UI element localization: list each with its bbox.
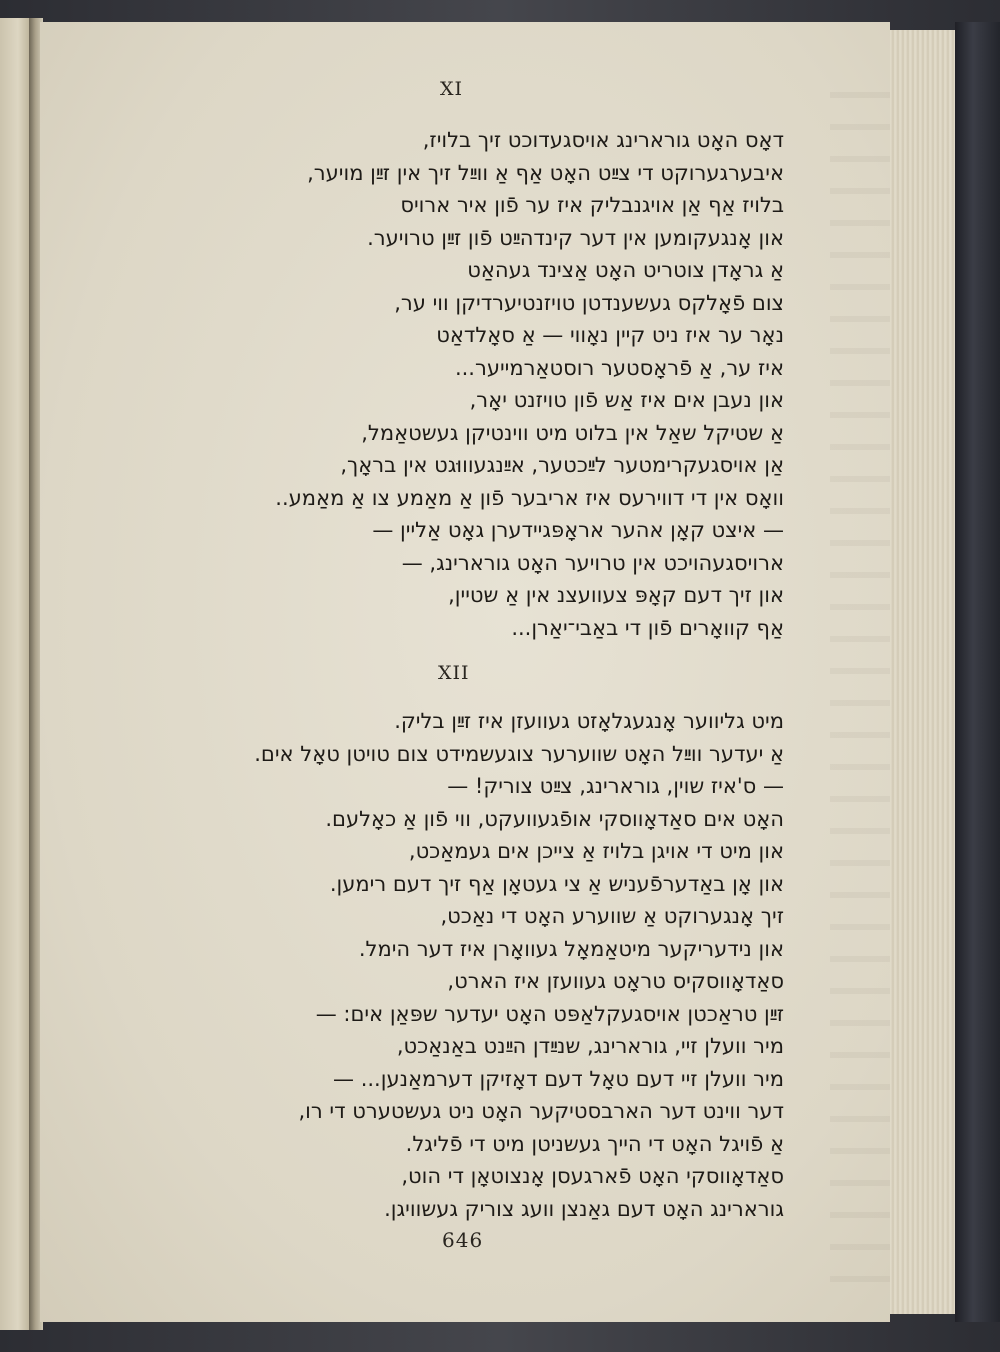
verse-line: — איצט קאָן אהער אראָפּגיידערן גאָט אַליין — bbox=[372, 518, 784, 542]
verse-line: מיר וועלן זיי, גורארינג, שנײַדן הײַנט באַנאַכט, bbox=[396, 1034, 784, 1058]
verse-line: אַ גראָדן צוטריט האָט אַצינד געהאַט bbox=[467, 258, 784, 282]
poem-section-xii bbox=[84, 705, 784, 1225]
verse-line: איז ער, אַ פֿראָסטער רוסטאַרמייער... bbox=[454, 355, 784, 380]
verse-line: האָט אים סאַדאָווסקי אופֿגעוועקט, ווי פֿון אַ כאָלעם. bbox=[325, 806, 784, 831]
section-heading-xi: XI bbox=[440, 78, 464, 100]
verse-line: — ס'איז שוין, גורארינג, צײַט צוריק! — bbox=[447, 774, 784, 798]
verse-line: מיט גליווער אָנגעגלאָזט געוועזן איז זײַן בליק. bbox=[394, 709, 784, 733]
page-block-edges bbox=[884, 30, 957, 1314]
verse-line: אַ שטיקל שאַל אין בלוט מיט ווינטיקן געשטאַמל, bbox=[361, 420, 784, 445]
verse-line: זיך אָנגערוקט אַ שווערע האָט די נאַכט, bbox=[440, 904, 784, 928]
verse-line: און אָן באַדערפֿעניש אַ צי געטאָן אַף זיך דעם רימען. bbox=[329, 871, 784, 896]
verse-line: אַ פֿויגל האָט די הייך געשניטן מיט די פֿליגל. bbox=[405, 1131, 784, 1156]
verse-line: ארויסגעהויכט אין טרויער האָט גורארינג, — bbox=[401, 550, 784, 575]
verse-line: און נידעריקער מיטאַמאָל געוואָרן איז דער הימל. bbox=[358, 936, 784, 961]
verse-line: אַ יעדער ווײַל האָט שווערער צוגעשמידט צום טויטן טאָל אים. bbox=[254, 741, 784, 766]
verse-line: איבערגערוקט די צײַט האָט אַף אַ ווײַל זיך אין זײַן מויער, bbox=[307, 160, 784, 185]
left-page-edge bbox=[0, 18, 31, 1330]
verse-line: אַן אויסגעקרימטער לײַכטער, אײַנגעוווּגט אין בראָך, bbox=[340, 453, 784, 477]
verse-line: בלויז אַף אַן אויגנבליק איז ער פֿון איר ארויס bbox=[400, 193, 784, 217]
verse-line: זײַן טראַכטן אויסגעקלאַפּט האָט יעדער שפּאַן אים: — bbox=[315, 1001, 784, 1026]
verse-line: סאַדאָווסקי האָט פֿארגעסן אָנצוטאָן די הוט, bbox=[401, 1164, 784, 1188]
bleed-through bbox=[830, 82, 890, 1282]
verse-line: סאַדאָווסקיס טראָט געוועזן איז הארט, bbox=[447, 969, 784, 993]
verse-line: דאָס האָט גורארינג אויסגעדוכט זיך בלויז, bbox=[422, 128, 784, 152]
verse-line: נאָר ער איז ניט קיין נאָווי — אַ סאָלדאַט bbox=[436, 323, 784, 347]
verse-line: און מיט די אויגן בלויז אַ צייכן אים געמאַכט, bbox=[408, 839, 784, 863]
verse-line: אַף קוואָרים פֿון די באַבי־יאַרן... bbox=[511, 615, 784, 640]
verse-line: און אָנגעקומען אין דער קינדהײַט פֿון זײַן טרויער. bbox=[367, 225, 784, 250]
page-number: 646 bbox=[442, 1228, 484, 1252]
verse-line: וואָס אין די דווירעס איז אריבער פֿון אַ מאַמע צו אַ מאַמע.. bbox=[275, 485, 784, 510]
verse-line: און זיך דעם קאָפּ צעוועצנ אין אַ שטיין, bbox=[448, 583, 784, 607]
poem-section-xi bbox=[84, 124, 784, 644]
section-heading-xii: XII bbox=[438, 662, 470, 684]
verse-line: צום פֿאָלקס געשענדטן טויזנטיערדיקן ווי ער, bbox=[394, 290, 784, 315]
verse-line: דער ווינט דער הארבסטיקער האָט ניט געשטערט די רו, bbox=[298, 1099, 784, 1123]
book-cover-edge bbox=[955, 22, 1000, 1322]
verse-line: מיר וועלן זיי דעם טאָל דעם דאָזיקן דערמאַנען... — bbox=[333, 1066, 784, 1091]
verse-line: און נעבן אים איז אַש פֿון טויזנט יאָר, bbox=[469, 388, 784, 412]
verse-line: גורארינג האָט דעם גאַנצן וועג צוריק געשוויגן. bbox=[384, 1196, 784, 1221]
